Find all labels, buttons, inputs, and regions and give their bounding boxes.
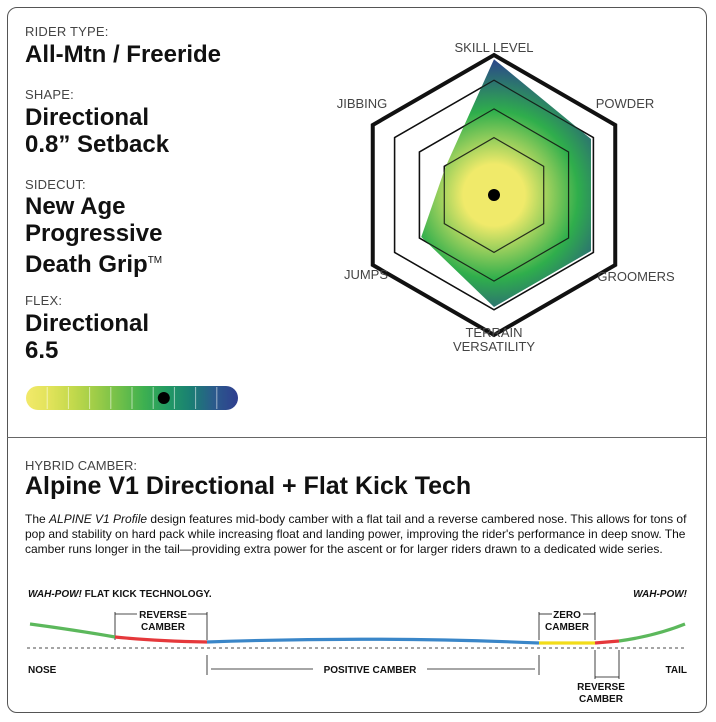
tail-reverse-segment	[595, 641, 619, 643]
sidecut-value-line2: Progressive	[25, 220, 163, 247]
sidecut-line3-text: Death Grip	[25, 251, 148, 278]
reverse-nose-label-1: REVERSE	[139, 610, 187, 621]
reverse-nose-label-2: CAMBER	[141, 622, 185, 633]
flat-kick-label: WAH-POW! FLAT KICK TECHNOLOGY.	[28, 589, 212, 600]
flex-marker	[158, 392, 170, 404]
sidecut-value-line3	[25, 247, 162, 278]
nose-reverse-segment	[115, 637, 207, 642]
tail-kick-segment	[619, 624, 685, 641]
desc-after: design features mid-body camber with a flat tail and a reverse cambered nose. This allows for tons of pop and stability on hard pack while increasing float and landing power, improving the rider's performance in deep snow. The camber runs longer in the tail—providing extra power for the ascent or for larger riders drawn to a dedicated wide series.	[25, 512, 687, 556]
nose-label: NOSE	[28, 665, 57, 676]
trademark-mark: TM	[147, 255, 163, 266]
reverse-tail-label-1: REVERSE	[577, 682, 625, 693]
performance-radar	[300, 30, 700, 370]
camber-title: Alpine V1 Directional + Flat Kick Tech	[25, 472, 472, 500]
radar-label-terrain: TERRAIN	[465, 325, 523, 340]
camber-profile-diagram	[15, 580, 705, 710]
desc-before: The	[25, 512, 50, 526]
camber-description	[25, 512, 695, 557]
reverse-tail-label-2: CAMBER	[579, 694, 623, 705]
radar-label-powder: POWDER	[595, 96, 655, 111]
zero-camber-label-2: CAMBER	[545, 622, 589, 633]
sidecut-label: SIDECUT:	[25, 177, 86, 192]
tail-label: TAIL	[665, 665, 687, 676]
rider-type-label: RIDER TYPE:	[25, 24, 109, 39]
sidecut-value-line1: New Age	[25, 193, 126, 220]
shape-label: SHAPE:	[25, 87, 74, 102]
nose-kick-segment	[30, 624, 115, 637]
camber-label: HYBRID CAMBER:	[25, 458, 137, 473]
positive-camber-segment	[207, 639, 539, 643]
flex-scale-bar	[25, 385, 239, 411]
shape-value-line2: 0.8” Setback	[25, 131, 170, 158]
positive-camber-label: POSITIVE CAMBER	[323, 665, 417, 676]
section-divider	[7, 437, 707, 438]
radar-label-groomers: GROOMERS	[597, 269, 675, 284]
radar-label-terrain: VERSATILITY	[452, 339, 536, 354]
flex-value-line2: 6.5	[25, 337, 59, 364]
desc-italic: ALPINE V1 Profile	[49, 512, 148, 526]
flex-label: FLEX:	[25, 293, 63, 308]
radar-label-skill: SKILL LEVEL	[454, 40, 534, 55]
wahpow-right-label: WAH-POW!	[633, 589, 687, 600]
radar-center-dot	[488, 189, 500, 201]
flex-value-line1: Directional	[25, 310, 150, 337]
shape-value-line1: Directional	[25, 104, 150, 131]
rider-type-value: All-Mtn / Freeride	[25, 41, 222, 68]
radar-label-jumps: JUMPS	[343, 267, 389, 282]
zero-camber-label-1: ZERO	[553, 610, 581, 621]
radar-label-jibbing: JIBBING	[336, 96, 388, 111]
